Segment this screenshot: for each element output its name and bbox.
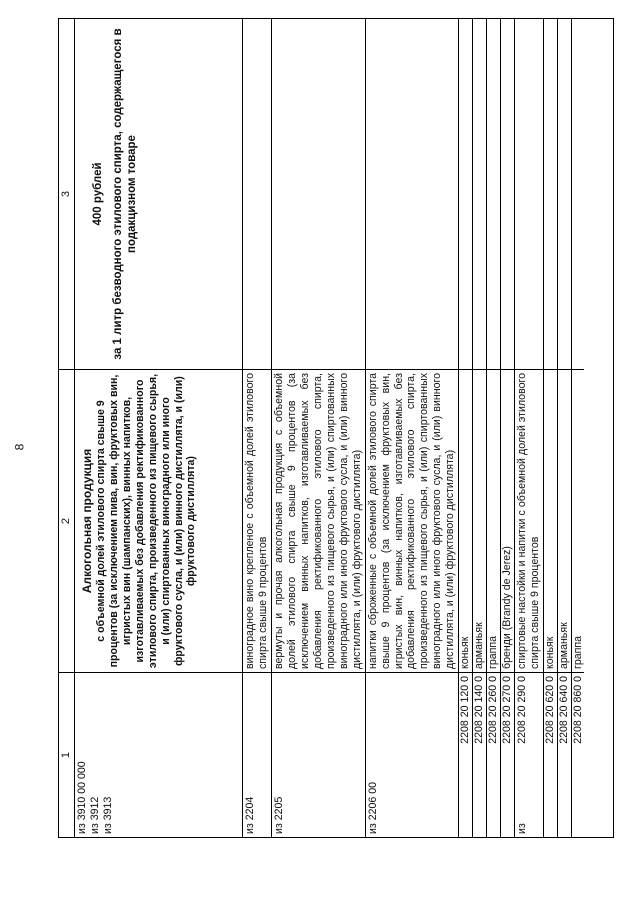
table-row (558, 19, 572, 837)
column-header-1: 1 (59, 672, 74, 837)
description-cell: арманьяк (558, 369, 571, 672)
code-value: 2208 20 860 0 (571, 676, 584, 744)
empty-cell (544, 19, 557, 369)
main-codes-cell (75, 672, 242, 837)
code-cell (572, 672, 585, 837)
code-cell (544, 672, 557, 837)
table-row (243, 19, 272, 837)
table-row (366, 19, 459, 837)
description-cell: спиртовые настойки и напитки с объемной долей этилового спирта свыше 9 процентов (515, 369, 543, 672)
empty-cell (487, 19, 500, 369)
table-row (515, 19, 544, 837)
description-cell: коньяк (459, 369, 472, 672)
code-value: 2208 20 140 0 (473, 676, 486, 744)
code-value: 2208 20 620 0 (543, 676, 556, 744)
table-row (487, 19, 501, 837)
main-description-cell (75, 369, 242, 672)
code-cell (515, 672, 543, 837)
code-cell: из 2205 (272, 672, 364, 837)
empty-cell (558, 19, 571, 369)
empty-cell (473, 19, 486, 369)
main-title: Алкогольная продукция (80, 448, 95, 594)
table-row (473, 19, 487, 837)
code-value: 2208 20 260 0 (487, 676, 499, 744)
column-header-3: 3 (60, 190, 72, 198)
description-cell: напитки сброженные с объемной долей этилового спирта свыше 9 процентов (за исключением фруктовых вин, игристых вин, винных напитков, изготавливаемых без добавления ректификованного этилового спирта, произведенного из пищевого сырья, и (или) спиртованных виноградного или иного фруктового сусла, и (или) винного дистиллята, и (или) фруктового дистиллята) (366, 369, 458, 672)
page-number: 8 (12, 443, 27, 451)
empty-cell (272, 19, 364, 369)
description-cell: арманьяк (473, 369, 486, 672)
main-code-1: из 3910 00 000 (76, 761, 89, 834)
empty-cell (366, 19, 458, 369)
description-cell: коньяк (544, 369, 557, 672)
table-row (501, 19, 515, 837)
tax-rate-value: 400 рублей (92, 162, 105, 226)
empty-cell (501, 19, 514, 369)
table-row (544, 19, 558, 837)
table-row (272, 19, 365, 837)
code-cell (558, 672, 571, 837)
code-cell: из 2206 00 (366, 672, 458, 837)
tax-rate-basis: за 1 литр безводного этилового спирта, содержащегося в подакцизном товаре (112, 28, 139, 360)
excise-rate-table-container (58, 18, 614, 838)
excise-rate-table (58, 18, 614, 838)
code-cell (473, 672, 486, 837)
code-cell (459, 672, 472, 837)
empty-cell (515, 19, 543, 369)
code-cell: из 2204 (243, 672, 271, 837)
code-value: 2208 20 290 0 (515, 676, 528, 744)
empty-cell (572, 19, 585, 369)
empty-cell (459, 19, 472, 369)
table-header-row (59, 19, 75, 837)
code-value: 2208 20 120 0 (459, 676, 472, 744)
description-cell: граппа (572, 369, 585, 672)
description-cell: виноградное вино крепленое с объемной долей этилового спирта свыше 9 процентов (243, 369, 271, 672)
description-cell: бренди (Brandy de Jerez) (501, 369, 514, 672)
empty-cell (243, 19, 271, 369)
code-cell (501, 672, 514, 837)
main-product-row (75, 19, 243, 837)
table-row (572, 19, 585, 837)
code-prefix: из (515, 823, 528, 834)
description-cell: граппа (487, 369, 500, 672)
code-cell (487, 672, 500, 837)
main-description: с объемной долей этилового спирта свыше 9 процентов (за исключением пива, вин, фруктовых вин, игристых вин (шампанских), винных напитков, изготавливаемых без добавления ректификованного этилового спирта, произведенного из пищевого сырья, и (или) спиртованных виноградного или иного фруктового сусла, и (или) винного дистиллята, и (или) фруктового дистиллята) (95, 373, 198, 669)
column-header-2: 2 (59, 369, 74, 672)
tax-rate-cell (75, 19, 242, 369)
code-value: 2208 20 640 0 (557, 676, 570, 744)
main-code-3: из 3913 (102, 796, 115, 834)
description-cell: вермуты и прочая алкогольная продукция с объемной долей этилового спирта свыше 9 процентов (за исключением винных напитков, изготавливаемых без добавления ректификованного этилового спирта, произведенного из пищевого сырья, и (или) спиртованных виноградного или иного фруктового сусла, и (или) винного дистиллята, и (или) фруктового дистиллята) (272, 369, 364, 672)
code-value: 2208 20 270 0 (500, 676, 513, 744)
main-code-2: из 3912 (89, 796, 102, 834)
table-row (459, 19, 473, 837)
